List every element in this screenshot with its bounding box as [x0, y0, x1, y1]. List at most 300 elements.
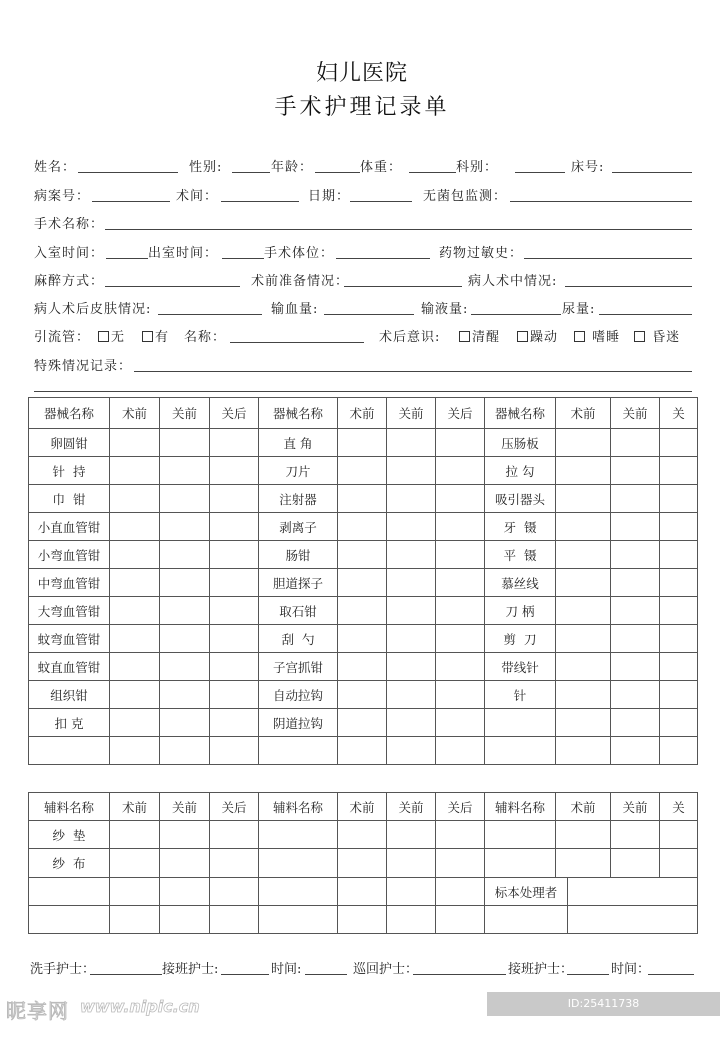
instrument-name-cell: 中弯血管钳 — [29, 569, 110, 597]
instrument-name-cell — [259, 737, 338, 765]
count-cell[interactable] — [660, 821, 698, 849]
allergy-label: 药物过敏史： — [439, 246, 524, 261]
name-label: 姓名： — [34, 160, 77, 175]
preop-field[interactable] — [344, 286, 462, 287]
column-header: 关 — [660, 398, 698, 429]
count-cell[interactable] — [210, 681, 259, 709]
instrument-name-cell: 胆道探子 — [259, 569, 338, 597]
count-cell[interactable] — [436, 878, 485, 906]
skin-label: 病人术后皮肤情况: — [34, 302, 152, 317]
info-row-6 — [34, 298, 694, 318]
count-cell[interactable] — [436, 681, 485, 709]
column-header: 术前 — [338, 793, 387, 821]
out-time-field[interactable] — [222, 258, 264, 259]
column-header: 关前 — [160, 398, 210, 429]
count-cell[interactable] — [110, 457, 160, 485]
column-header: 关 — [660, 793, 698, 821]
count-cell[interactable] — [556, 737, 611, 765]
count-cell[interactable] — [436, 429, 485, 457]
count-cell[interactable] — [259, 906, 338, 934]
watermark-logo: 昵享网 — [6, 999, 69, 1023]
count-cell[interactable] — [160, 625, 210, 653]
count-cell[interactable] — [436, 541, 485, 569]
case-no-label: 病案号： — [34, 189, 91, 204]
count-cell[interactable] — [660, 625, 698, 653]
count-cell[interactable] — [611, 597, 660, 625]
instrument-name-cell: 剥离子 — [259, 513, 338, 541]
column-header: 关前 — [160, 793, 210, 821]
column-header: 器械名称 — [29, 398, 110, 429]
column-header: 辅料名称 — [29, 793, 110, 821]
anesthesia-label: 麻醉方式： — [34, 274, 105, 289]
special-field-line-2[interactable] — [34, 391, 692, 392]
count-cell[interactable] — [660, 569, 698, 597]
count-cell[interactable] — [556, 821, 611, 849]
count-cell[interactable] — [338, 597, 387, 625]
count-cell[interactable] — [210, 485, 259, 513]
count-cell[interactable] — [338, 429, 387, 457]
count-cell[interactable] — [611, 653, 660, 681]
instrument-name-cell: 平 镊 — [485, 541, 556, 569]
count-cell[interactable] — [660, 457, 698, 485]
count-cell[interactable] — [436, 569, 485, 597]
count-cell[interactable] — [387, 737, 436, 765]
name-field[interactable] — [78, 172, 178, 173]
count-cell[interactable] — [436, 513, 485, 541]
supply-name-cell: 纱 垫 — [29, 821, 110, 849]
age-field[interactable] — [315, 172, 360, 173]
count-cell[interactable] — [210, 625, 259, 653]
count-cell[interactable] — [338, 541, 387, 569]
table-row — [29, 457, 698, 485]
count-cell[interactable] — [660, 709, 698, 737]
instrument-name-cell: 慕丝线 — [485, 569, 556, 597]
op-name-field[interactable] — [105, 229, 692, 230]
drain-yes-label: 有 — [155, 330, 170, 345]
special-field[interactable] — [134, 371, 692, 372]
count-cell[interactable] — [338, 513, 387, 541]
urine-label: 尿量: — [562, 302, 596, 317]
fluid-label: 输液量: — [421, 302, 469, 317]
instrument-name-cell: 蚊弯血管钳 — [29, 625, 110, 653]
allergy-field[interactable] — [524, 258, 692, 259]
column-header: 术前 — [556, 398, 611, 429]
count-cell[interactable] — [556, 681, 611, 709]
count-cell[interactable] — [338, 569, 387, 597]
supply-name-cell[interactable] — [485, 849, 556, 878]
count-cell[interactable] — [387, 513, 436, 541]
count-cell[interactable] — [611, 821, 660, 849]
instrument-name-cell: 小直血管钳 — [29, 513, 110, 541]
column-header: 术前 — [110, 398, 160, 429]
consciousness-drowsy-option[interactable] — [574, 326, 620, 345]
bed-label: 床号: — [571, 160, 605, 175]
awake-label: 清醒 — [472, 330, 501, 345]
blood-label: 输血量: — [271, 302, 319, 317]
count-cell[interactable] — [110, 569, 160, 597]
count-cell[interactable] — [436, 737, 485, 765]
handover-nurse-2-field[interactable] — [567, 974, 609, 975]
info-row-7 — [34, 326, 694, 346]
count-cell[interactable] — [338, 625, 387, 653]
count-cell[interactable] — [210, 597, 259, 625]
count-cell[interactable] — [611, 485, 660, 513]
count-cell[interactable] — [110, 709, 160, 737]
instrument-name-cell: 注射器 — [259, 485, 338, 513]
count-cell[interactable] — [338, 906, 387, 934]
count-cell[interactable] — [611, 625, 660, 653]
count-cell[interactable] — [660, 653, 698, 681]
drain-name-field[interactable] — [230, 342, 364, 343]
count-cell[interactable] — [556, 625, 611, 653]
time-1-field[interactable] — [305, 974, 347, 975]
count-cell[interactable] — [110, 737, 160, 765]
time-2-field[interactable] — [648, 974, 694, 975]
count-cell[interactable] — [110, 653, 160, 681]
count-cell[interactable] — [110, 906, 160, 934]
anesthesia-field[interactable] — [105, 286, 240, 287]
sterile-monitor-field[interactable] — [510, 201, 692, 202]
urine-field[interactable] — [599, 314, 692, 315]
column-header: 器械名称 — [259, 398, 338, 429]
count-cell[interactable] — [110, 541, 160, 569]
specimen-handler-signature-cell[interactable] — [568, 878, 698, 906]
count-cell[interactable] — [259, 878, 338, 906]
instrument-header-row — [29, 398, 698, 429]
count-cell[interactable] — [110, 485, 160, 513]
consciousness-agitated-option[interactable] — [517, 326, 558, 345]
count-cell[interactable] — [387, 541, 436, 569]
weight-label: 体重： — [360, 160, 403, 175]
count-cell[interactable] — [110, 625, 160, 653]
count-cell[interactable] — [556, 513, 611, 541]
supply-name-cell[interactable] — [259, 849, 338, 878]
consciousness-label: 术后意识: — [379, 330, 441, 345]
count-cell[interactable] — [611, 513, 660, 541]
age-label: 年龄： — [271, 160, 314, 175]
count-cell[interactable] — [387, 625, 436, 653]
count-cell[interactable] — [210, 709, 259, 737]
count-cell[interactable] — [436, 597, 485, 625]
count-cell[interactable] — [556, 709, 611, 737]
in-time-field[interactable] — [106, 258, 148, 259]
info-row-4 — [34, 242, 694, 262]
count-cell[interactable] — [210, 541, 259, 569]
count-cell[interactable] — [110, 681, 160, 709]
count-cell[interactable] — [556, 597, 611, 625]
time-2-label: 时间： — [611, 962, 651, 977]
count-cell[interactable] — [110, 597, 160, 625]
column-header: 辅料名称 — [485, 793, 556, 821]
count-cell[interactable] — [387, 709, 436, 737]
count-cell[interactable] — [160, 681, 210, 709]
count-cell[interactable] — [436, 709, 485, 737]
count-cell[interactable] — [160, 821, 210, 849]
gender-label: 性别: — [189, 160, 223, 175]
count-cell[interactable] — [556, 569, 611, 597]
count-cell[interactable] — [160, 485, 210, 513]
out-time-label: 出室时间： — [148, 246, 219, 261]
specimen-handler-label: 标本处理者 — [485, 878, 568, 906]
count-cell[interactable] — [338, 457, 387, 485]
count-cell[interactable] — [210, 849, 259, 878]
gender-field[interactable] — [232, 172, 270, 173]
instrument-name-cell: 蚊直血管钳 — [29, 653, 110, 681]
column-header: 术前 — [338, 398, 387, 429]
count-cell[interactable] — [338, 709, 387, 737]
instrument-name-cell: 压肠板 — [485, 429, 556, 457]
bed-field[interactable] — [612, 172, 692, 173]
fluid-field[interactable] — [471, 314, 561, 315]
count-cell[interactable] — [556, 429, 611, 457]
instrument-name-cell: 刮 勺 — [259, 625, 338, 653]
drain-none-option[interactable] — [98, 326, 125, 345]
count-cell[interactable] — [556, 485, 611, 513]
supply-table — [28, 792, 698, 934]
instrument-name-cell: 牙 镊 — [485, 513, 556, 541]
count-cell[interactable] — [660, 597, 698, 625]
count-cell[interactable] — [210, 513, 259, 541]
specimen-handler-cell[interactable] — [485, 906, 568, 934]
count-cell[interactable] — [611, 737, 660, 765]
in-time-label: 入室时间： — [34, 246, 105, 261]
count-cell[interactable] — [387, 597, 436, 625]
drain-label: 引流管： — [34, 330, 91, 345]
scrub-nurse-field[interactable] — [90, 974, 162, 975]
table-row — [29, 569, 698, 597]
count-cell[interactable] — [210, 906, 259, 934]
department-field[interactable] — [515, 172, 565, 173]
count-cell[interactable] — [556, 541, 611, 569]
count-cell[interactable] — [660, 737, 698, 765]
count-cell[interactable] — [387, 821, 436, 849]
table-row — [29, 709, 698, 737]
position-label: 手术体位： — [264, 246, 335, 261]
supply-name-cell — [29, 906, 110, 934]
instrument-name-cell: 吸引器头 — [485, 485, 556, 513]
count-cell[interactable] — [611, 709, 660, 737]
column-header: 关前 — [387, 793, 436, 821]
checkbox-icon[interactable] — [517, 331, 528, 342]
count-cell[interactable] — [436, 906, 485, 934]
count-cell[interactable] — [338, 737, 387, 765]
scrub-nurse-label: 洗手护士： — [30, 962, 96, 977]
count-cell[interactable] — [387, 681, 436, 709]
count-cell[interactable] — [160, 878, 210, 906]
consciousness-coma-option[interactable] — [634, 326, 680, 345]
consciousness-awake-option[interactable] — [459, 326, 500, 345]
count-cell[interactable] — [387, 569, 436, 597]
count-cell[interactable] — [160, 906, 210, 934]
supply-name-cell[interactable] — [259, 821, 338, 849]
info-row-8 — [34, 355, 694, 375]
count-cell[interactable] — [436, 849, 485, 878]
count-cell[interactable] — [160, 709, 210, 737]
count-cell[interactable] — [210, 569, 259, 597]
count-cell[interactable] — [387, 485, 436, 513]
column-header: 器械名称 — [485, 398, 556, 429]
count-cell[interactable] — [160, 653, 210, 681]
table-row — [29, 681, 698, 709]
supply-name-cell[interactable] — [485, 821, 556, 849]
date-field[interactable] — [350, 201, 412, 202]
count-cell[interactable] — [660, 541, 698, 569]
count-cell[interactable] — [160, 541, 210, 569]
table-row — [29, 625, 698, 653]
instrument-name-cell: 取石钳 — [259, 597, 338, 625]
count-cell[interactable] — [387, 878, 436, 906]
supply-name-cell — [29, 878, 110, 906]
checkbox-icon[interactable] — [98, 331, 109, 342]
count-cell[interactable] — [387, 457, 436, 485]
instrument-name-cell: 子宫抓钳 — [259, 653, 338, 681]
preop-label: 术前准备情况： — [251, 274, 350, 289]
position-field[interactable] — [336, 258, 430, 259]
date-label: 日期： — [308, 189, 351, 204]
count-cell[interactable] — [210, 878, 259, 906]
column-header: 辅料名称 — [259, 793, 338, 821]
count-cell[interactable] — [160, 737, 210, 765]
instrument-name-cell: 巾 钳 — [29, 485, 110, 513]
count-cell[interactable] — [160, 429, 210, 457]
instrument-name-cell — [485, 709, 556, 737]
count-cell[interactable] — [387, 653, 436, 681]
count-cell[interactable] — [160, 457, 210, 485]
agitated-label: 躁动 — [530, 330, 559, 345]
count-cell[interactable] — [660, 485, 698, 513]
drain-name-label: 名称： — [184, 330, 227, 345]
drain-yes-option[interactable] — [142, 326, 169, 345]
info-row-1 — [34, 156, 694, 176]
checkbox-icon[interactable] — [459, 331, 470, 342]
table-row — [29, 653, 698, 681]
weight-field[interactable] — [409, 172, 456, 173]
count-cell[interactable] — [160, 513, 210, 541]
count-cell[interactable] — [160, 849, 210, 878]
op-room-field[interactable] — [221, 201, 299, 202]
count-cell[interactable] — [556, 457, 611, 485]
count-cell[interactable] — [611, 849, 660, 878]
count-cell[interactable] — [210, 457, 259, 485]
table-row — [29, 485, 698, 513]
count-cell[interactable] — [387, 429, 436, 457]
instrument-name-cell: 扣 克 — [29, 709, 110, 737]
skin-field[interactable] — [158, 314, 262, 315]
checkbox-icon[interactable] — [634, 331, 645, 342]
circulating-nurse-field[interactable] — [413, 974, 506, 975]
count-cell[interactable] — [556, 653, 611, 681]
op-room-label: 术间： — [176, 189, 219, 204]
intraop-field[interactable] — [565, 286, 692, 287]
column-header: 关前 — [611, 398, 660, 429]
count-cell[interactable] — [556, 849, 611, 878]
count-cell[interactable] — [210, 653, 259, 681]
hospital-name: 妇儿医院 — [315, 61, 408, 86]
count-cell[interactable] — [436, 457, 485, 485]
column-header: 关后 — [436, 793, 485, 821]
instrument-name-cell: 带线针 — [485, 653, 556, 681]
intraop-label: 病人术中情况: — [468, 274, 558, 289]
count-cell[interactable] — [436, 653, 485, 681]
coma-label: 昏迷 — [652, 330, 681, 345]
instrument-name-cell: 组织钳 — [29, 681, 110, 709]
count-cell[interactable] — [611, 429, 660, 457]
instrument-name-cell: 拉 勾 — [485, 457, 556, 485]
count-cell[interactable] — [611, 457, 660, 485]
table-row — [29, 513, 698, 541]
count-cell[interactable] — [338, 849, 387, 878]
column-header: 关前 — [387, 398, 436, 429]
count-cell[interactable] — [210, 821, 259, 849]
blood-field[interactable] — [324, 314, 414, 315]
count-cell[interactable] — [660, 513, 698, 541]
count-cell[interactable] — [338, 681, 387, 709]
count-cell[interactable] — [660, 429, 698, 457]
checkbox-icon[interactable] — [574, 331, 585, 342]
count-cell[interactable] — [160, 569, 210, 597]
count-cell[interactable] — [436, 821, 485, 849]
table-row — [29, 597, 698, 625]
watermark-id: ID:25411738 NO:20211125085059676103 — [487, 992, 720, 1016]
instrument-name-cell — [29, 737, 110, 765]
instrument-name-cell: 针 — [485, 681, 556, 709]
column-header: 关后 — [436, 398, 485, 429]
count-cell[interactable] — [611, 569, 660, 597]
department-label: 科别： — [456, 160, 499, 175]
count-cell[interactable] — [110, 429, 160, 457]
info-row-2 — [34, 185, 694, 205]
case-no-field[interactable] — [92, 201, 170, 202]
checkbox-icon[interactable] — [142, 331, 153, 342]
column-header: 关后 — [210, 398, 259, 429]
instrument-name-cell: 阴道拉钩 — [259, 709, 338, 737]
count-cell[interactable] — [611, 541, 660, 569]
count-cell[interactable] — [110, 878, 160, 906]
instrument-name-cell: 卵圆钳 — [29, 429, 110, 457]
count-cell[interactable] — [436, 625, 485, 653]
instrument-name-cell: 刀片 — [259, 457, 338, 485]
count-cell[interactable] — [611, 681, 660, 709]
count-cell[interactable] — [338, 485, 387, 513]
count-cell[interactable] — [110, 849, 160, 878]
count-cell[interactable] — [660, 681, 698, 709]
count-cell[interactable] — [110, 821, 160, 849]
count-cell[interactable] — [110, 513, 160, 541]
circulating-nurse-label: 巡回护士： — [353, 962, 419, 977]
instrument-name-cell: 针 持 — [29, 457, 110, 485]
count-cell[interactable] — [210, 737, 259, 765]
count-cell[interactable] — [660, 849, 698, 878]
drowsy-label: 嗜睡 — [592, 330, 621, 345]
handover-nurse-1-field[interactable] — [221, 974, 269, 975]
specimen-handler-signature-cell[interactable] — [568, 906, 698, 934]
count-cell[interactable] — [387, 906, 436, 934]
table-row — [29, 878, 698, 906]
sterile-monitor-label: 无菌包监测： — [423, 189, 508, 204]
instrument-name-cell: 直 角 — [259, 429, 338, 457]
count-cell[interactable] — [387, 849, 436, 878]
count-cell[interactable] — [436, 485, 485, 513]
count-cell[interactable] — [338, 821, 387, 849]
count-cell[interactable] — [160, 597, 210, 625]
count-cell[interactable] — [338, 653, 387, 681]
count-cell[interactable] — [338, 878, 387, 906]
count-cell[interactable] — [210, 429, 259, 457]
column-header: 术前 — [556, 793, 611, 821]
instrument-name-cell: 自动拉钩 — [259, 681, 338, 709]
info-row-5 — [34, 270, 694, 290]
column-header: 术前 — [110, 793, 160, 821]
